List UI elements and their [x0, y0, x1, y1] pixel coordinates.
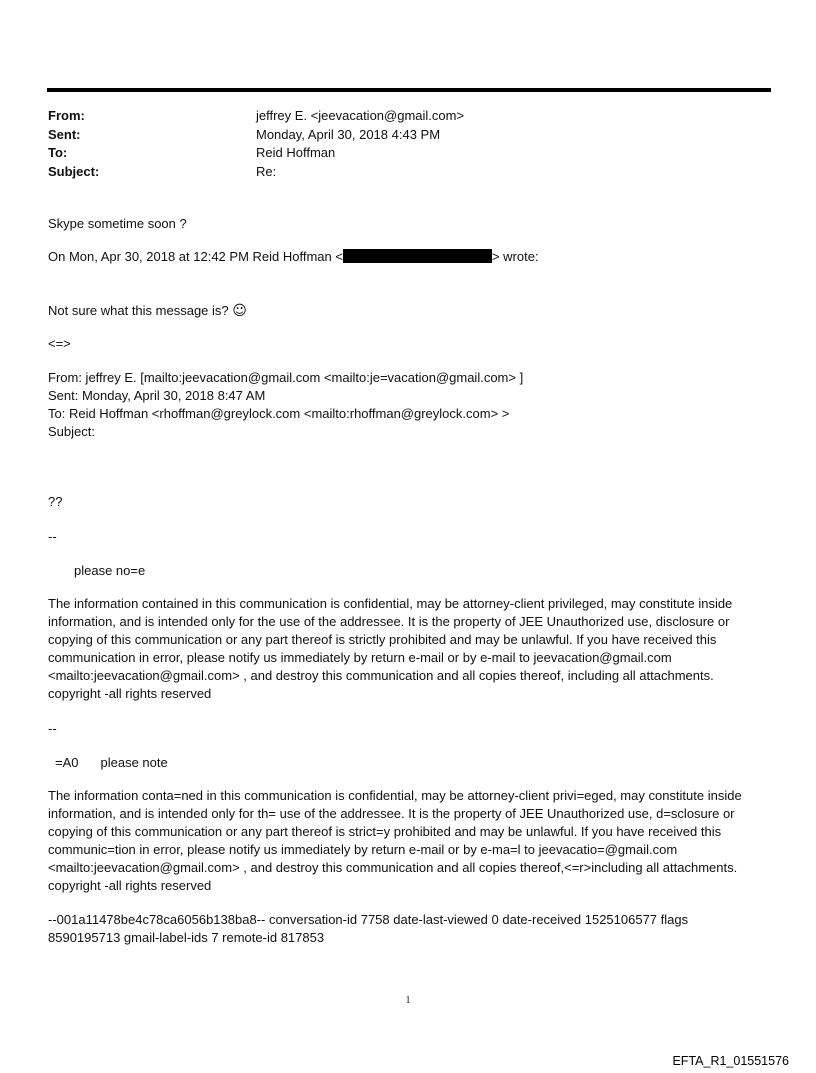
- smiley-icon: ☺: [232, 303, 247, 319]
- metadata-line: --001a11478be4c78ca6056b138ba8-- conversation-id 7758 date-last-viewed 0 date-received 1525106577 flags 8590195713 gmail-label-ids 7 remote-id 817853: [48, 912, 689, 945]
- quote-intro-text: On Mon, Apr 30, 2018 at 12:42 PM Reid Hoffman <: [48, 249, 343, 264]
- header-to-row: [48, 144, 748, 163]
- please-note-1: please no=e: [74, 563, 146, 578]
- marker-line: <=>: [48, 336, 71, 351]
- disclaimer-2: The information conta=ned in this communication is confidential, may be attorney-client privi=eged, may constitute inside information, and is intended only for th= use of the addressee. It is the property of JEE Unauthorized use, d=sclosure or copying of this communication or any part thereof is strict=y prohibited and may be unlawful. If you have received this communic=tion in error, please notify us immediately by return e-mail or by e-ma=l to jeevacatio=@gmail.com <mailto:jeevacation@gmail.com> , and destroy this communication and all copies thereof,<=r>including all attachments. copyright -all rights reserved: [48, 788, 742, 893]
- from-label: From:: [48, 108, 85, 123]
- forwarded-subject: Subject:: [48, 424, 95, 439]
- question-marks: ??: [48, 494, 63, 509]
- forwarded-from: From: jeffrey E. [mailto:jeevacation@gmail.com <mailto:je=vacation@gmail.com> ]: [48, 370, 524, 385]
- please-note-2-text: please note: [100, 755, 168, 770]
- subject-label: Subject:: [48, 163, 100, 179]
- redaction-block: [343, 249, 492, 263]
- header-subject-row: [48, 163, 748, 182]
- header-sent-row: [48, 126, 748, 145]
- quote-intro-wrote: > wrote:: [491, 249, 539, 264]
- quote-intro: [48, 248, 763, 266]
- disclaimer-1: The information contained in this communication is confidential, may be attorney-client privileged, may constitute inside information, and is intended only for the use of the addressee. It is the property of JEE Unauthorized use, disclosure or copying of this communication or any part thereof is strictly prohibited and may be unlawful. If you have received this communication in error, please notify us immediately by return e-mail or by e-mail to jeevacation@gmail.com <mailto:jeevacation@gmail.com> , and destroy this communication and all copies thereof, including all attachments. copyright -all rights reserved: [48, 596, 733, 701]
- page-number: 1: [405, 995, 411, 1006]
- please-note-2: [48, 754, 763, 772]
- please-note-2-prefix: =A0: [55, 755, 79, 770]
- sent-label: Sent:: [48, 126, 81, 142]
- to-label: To:: [48, 145, 68, 160]
- header-from-row: [48, 107, 748, 126]
- document-id: EFTA_R1_01551576: [672, 1054, 789, 1068]
- from-value: jeffrey E. <jeevacation@gmail.com>: [256, 108, 465, 123]
- separator-2: --: [48, 721, 57, 736]
- sent-value: Monday, April 30, 2018 4:43 PM: [256, 126, 441, 142]
- header-divider: [47, 88, 771, 92]
- not-sure-text: Not sure what this message is?: [48, 303, 229, 318]
- forwarded-to: To: Reid Hoffman <rhoffman@greylock.com <mailto:rhoffman@greylock.com> >: [48, 406, 510, 421]
- forwarded-sent: Sent: Monday, April 30, 2018 8:47 AM: [48, 388, 266, 403]
- separator-1: --: [48, 529, 57, 544]
- to-value: Reid Hoffman: [256, 145, 336, 160]
- email-body: [48, 215, 763, 947]
- not-sure-line: [48, 302, 763, 320]
- reply-line: Skype sometime soon ?: [48, 216, 187, 231]
- subject-value: Re:: [256, 163, 277, 179]
- email-header: [48, 107, 748, 181]
